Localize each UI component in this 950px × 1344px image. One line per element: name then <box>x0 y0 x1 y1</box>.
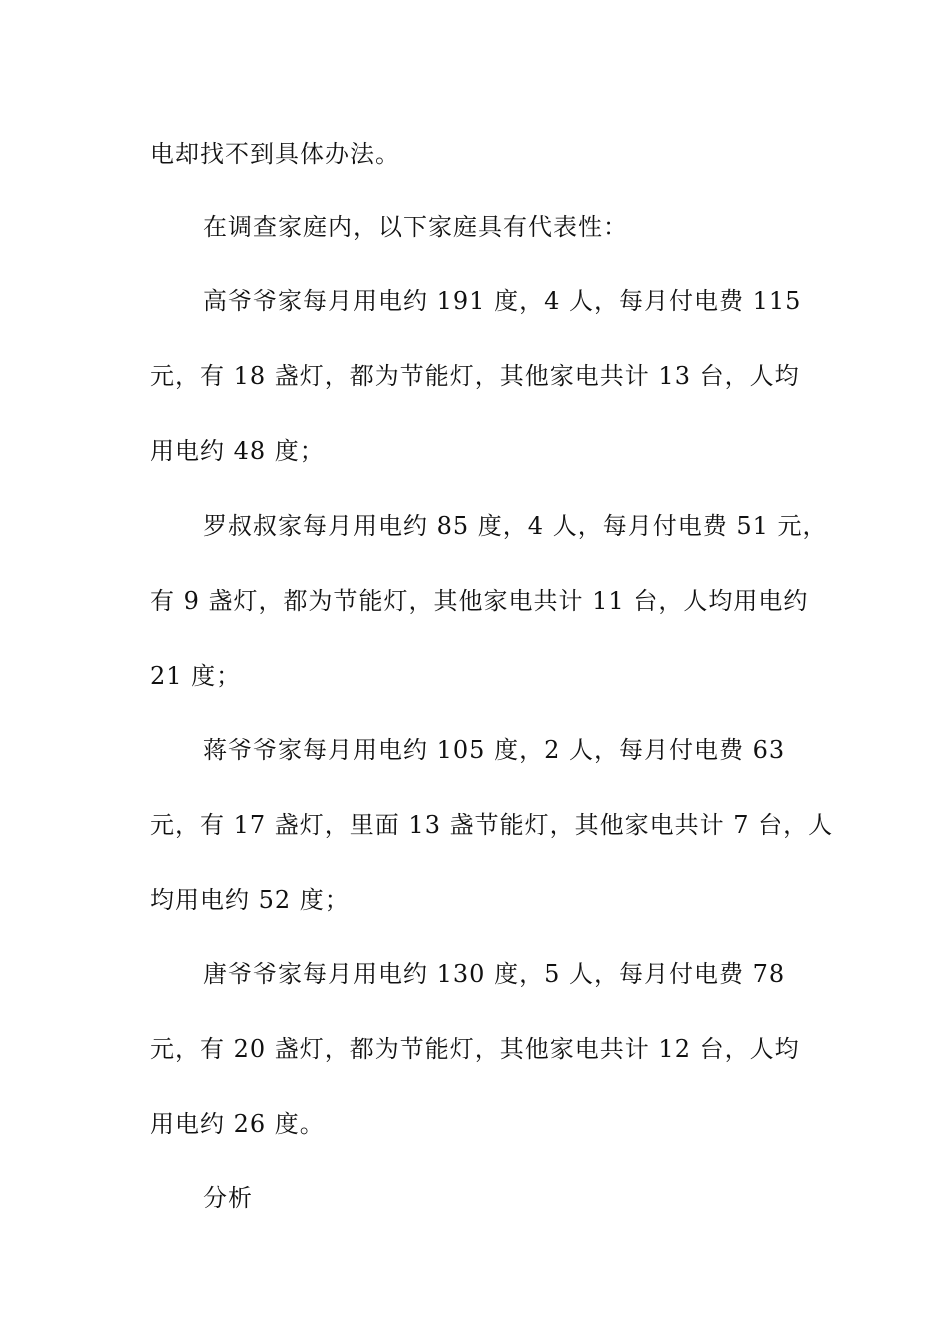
paragraph-line: 在调查家庭内，以下家庭具有代表性： <box>203 213 628 241</box>
paragraph-line: 元，有 17 盏灯，里面 13 盏节能灯，其他家电共计 7 台，人 <box>150 811 834 839</box>
section-heading: 分析 <box>203 1184 253 1212</box>
paragraph-line: 电却找不到具体办法。 <box>150 140 400 168</box>
paragraph-line: 高爷爷家每月用电约 191 度，4 人，每月付电费 115 <box>203 287 802 315</box>
paragraph-line: 唐爷爷家每月用电约 130 度，5 人，每月付电费 78 <box>203 960 786 988</box>
paragraph-line: 蒋爷爷家每月用电约 105 度，2 人，每月付电费 63 <box>203 736 786 764</box>
paragraph-line: 罗叔叔家每月用电约 85 度，4 人，每月付电费 51 元， <box>203 512 828 540</box>
paragraph-line: 元，有 20 盏灯，都为节能灯，其他家电共计 12 台，人均 <box>150 1035 800 1063</box>
paragraph-line: 21 度； <box>150 662 242 690</box>
paragraph-line: 均用电约 52 度； <box>150 886 350 914</box>
paragraph-line: 元，有 18 盏灯，都为节能灯，其他家电共计 13 台，人均 <box>150 362 800 390</box>
paragraph-line: 用电约 48 度； <box>150 437 325 465</box>
paragraph-line: 用电约 26 度。 <box>150 1110 325 1138</box>
paragraph-line: 有 9 盏灯，都为节能灯，其他家电共计 11 台，人均用电约 <box>150 587 809 615</box>
